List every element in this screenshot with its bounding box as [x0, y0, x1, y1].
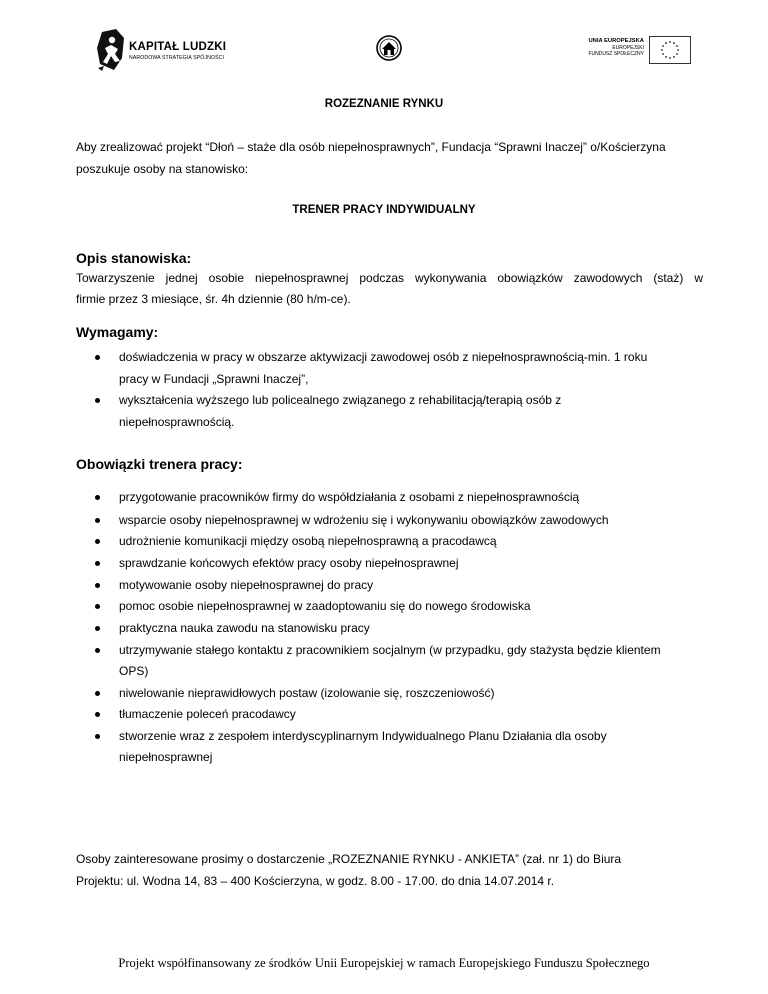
- kapital-ludzki-title: KAPITAŁ LUDZKI: [129, 41, 227, 53]
- eu-star: [662, 53, 664, 55]
- bullet-icon: [95, 561, 100, 566]
- bullet-icon: [95, 712, 100, 717]
- intro-line-1: Aby zrealizować projekt “Dłoń – staże dla osób niepełnosprawnych”, Fundacja “Sprawni Inaczej” o/Kościerzyna: [76, 140, 666, 154]
- eu-star: [669, 57, 671, 59]
- list-item-line: stworzenie wraz z zespołem interdyscyplinarnym Indywidualnego Planu Działania dla osoby: [119, 729, 607, 743]
- list-item-line: udrożnienie komunikacji między osobą niepełnosprawną a pracodawcą: [119, 534, 497, 548]
- kapital-ludzki-icon: [96, 28, 128, 72]
- eu-star: [676, 45, 678, 47]
- list-item-line: pracy w Fundacji „Sprawni Inaczej”,: [119, 372, 309, 386]
- closing-line-2: Projektu: ul. Wodna 14, 83 – 400 Kościerzyna, w godz. 8.00 - 17.00. do dnia 14.07.2014 r.: [76, 874, 555, 888]
- eu-star: [677, 49, 679, 51]
- list-item-line: utrzymywanie stałego kontaktu z pracownikiem socjalnym (w przypadku, gdy stażysta będzie klientem: [119, 643, 661, 657]
- bullet-icon: [95, 518, 100, 523]
- eu-star: [661, 49, 663, 51]
- list-item-line: wsparcie osoby niepełnosprawnej w wdrożeniu się i wykonywaniu obowiązków zawodowych: [119, 513, 609, 527]
- list-item-line: wykształcenia wyższego lub policealnego związanego z rehabilitacją/terapią osób z: [119, 393, 562, 407]
- list-item-line: OPS): [119, 664, 149, 678]
- list-item-line: niepełnosprawnością.: [119, 415, 235, 429]
- bullet-icon: [95, 691, 100, 696]
- eu-logo-line1: UNIA EUROPEJSKA: [588, 38, 644, 44]
- eu-star: [662, 45, 664, 47]
- eu-star: [669, 41, 671, 43]
- eu-star: [665, 42, 667, 44]
- description-heading: Opis stanowiska:: [76, 250, 192, 266]
- list-item-line: pomoc osobie niepełnosprawnej w zaadoptowaniu się do nowego środowiska: [119, 599, 531, 613]
- position-title: TRENER PRACY INDYWIDUALNY: [292, 204, 476, 216]
- bullet-icon: [95, 648, 100, 653]
- bullet-icon: [95, 398, 100, 403]
- bullet-icon: [95, 355, 100, 360]
- bullet-icon: [95, 604, 100, 609]
- kapital-ludzki-logo: [96, 28, 236, 72]
- requirements-heading: Wymagamy:: [76, 324, 159, 340]
- eu-logo-line3: FUNDUSZ SPOŁECZNY: [588, 51, 644, 58]
- description-line-2: firmie przez 3 miesiące, śr. 4h dziennie (80 h/m-ce).: [76, 292, 351, 306]
- kapital-ludzki-subtitle: NARODOWA STRATEGIA SPÓJNOŚCI: [129, 55, 225, 61]
- eu-logo: [587, 36, 691, 64]
- bullet-icon: [95, 583, 100, 588]
- list-item-line: przygotowanie pracowników firmy do współdziałania z osobami z niepełnosprawnością: [119, 490, 580, 504]
- bullet-icon: [95, 539, 100, 544]
- bullet-icon: [95, 495, 100, 500]
- list-item-line: praktyczna nauka zawodu na stanowisku pracy: [119, 621, 370, 635]
- eu-star: [673, 42, 675, 44]
- eu-logo-line2: EUROPEJSKI: [612, 44, 644, 51]
- list-item-line: doświadczenia w pracy w obszarze aktywizacji zawodowej osób z niepełnosprawnością-min. 1 roku: [119, 350, 648, 364]
- bullet-icon: [95, 734, 100, 739]
- foundation-emblem-icon: [376, 35, 402, 61]
- eu-star: [676, 53, 678, 55]
- list-item-line: niwelowanie nieprawidłowych postaw (izolowanie się, roszczeniowość): [119, 686, 495, 700]
- list-item-line: tłumaczenie poleceń pracodawcy: [119, 707, 296, 721]
- bullet-icon: [95, 626, 100, 631]
- eu-star: [665, 56, 667, 58]
- footer-text: Projekt współfinansowany ze środków Unii Europejskiej w ramach Europejskiego Funduszu Społecznego: [118, 956, 650, 970]
- duties-heading: Obowiązki trenera pracy:: [76, 456, 243, 472]
- list-item-line: niepełnosprawnej: [119, 750, 213, 764]
- description-line-1: Towarzyszenie jednej osobie niepełnosprawnej podczas wykonywania obowiązków zawodowych (staż) w: [76, 271, 703, 285]
- eu-flag-icon: [649, 36, 691, 64]
- document-title: ROZEZNANIE RYNKU: [324, 98, 444, 110]
- list-item-line: sprawdzanie końcowych efektów pracy osoby niepełnosprawnej: [119, 556, 459, 570]
- eu-star: [673, 56, 675, 58]
- list-item-line: motywowanie osoby niepełnosprawnej do pracy: [119, 578, 374, 592]
- closing-line-1: Osoby zainteresowane prosimy o dostarczenie „ROZEZNANIE RYNKU - ANKIETA” (zał. nr 1) do Biura: [76, 852, 622, 866]
- intro-line-2: poszukuje osoby na stanowisko:: [76, 162, 249, 176]
